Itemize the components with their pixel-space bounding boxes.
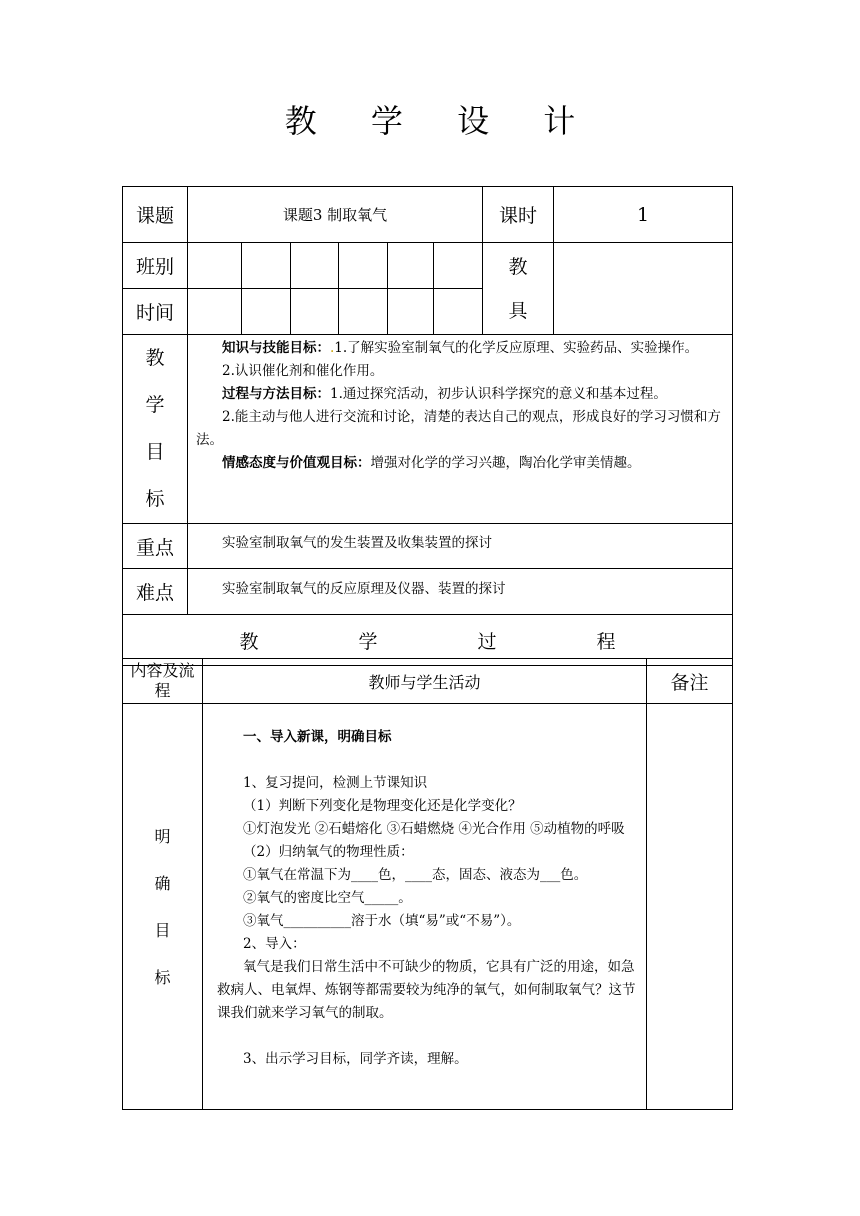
stage-label-char: 标 bbox=[154, 967, 171, 987]
time-cell bbox=[434, 289, 483, 335]
objectives-label bbox=[123, 335, 188, 524]
activity-line: 2、导入： bbox=[243, 936, 306, 952]
key-point-label: 重点 bbox=[123, 524, 188, 569]
tools-label bbox=[483, 243, 554, 335]
class-cell bbox=[339, 243, 388, 289]
activity-line: 3、出示学习目标，同学齐读，理解。 bbox=[243, 1051, 468, 1067]
activity-line: ③氧气__________溶于水（填“易”或“不易”）。 bbox=[243, 913, 521, 929]
objectives-label-char: 教 bbox=[145, 347, 165, 369]
activity-line: ①灯泡发光 ②石蜡熔化 ③石蜡燃烧 ④光合作用 ⑤动植物的呼吸 bbox=[243, 821, 625, 837]
activity-line: 氧气是我们日常生活中不可缺少的物质，它具有广泛的用途，如急救病人、电氧焊、炼钢等都需要较为纯净的氧气，如何制取氧气？这节课我们就来学习氧气的制取。 bbox=[217, 959, 636, 1021]
activity-line: （2）归纳氧气的物理性质： bbox=[243, 844, 414, 860]
col-activities: 教师与学生活动 bbox=[203, 659, 647, 704]
stage-label bbox=[123, 704, 203, 1110]
time-cell bbox=[388, 289, 434, 335]
difficulty-label: 难点 bbox=[123, 569, 188, 615]
hours-value: 1 bbox=[554, 187, 733, 243]
class-cell bbox=[242, 243, 291, 289]
class-cell bbox=[434, 243, 483, 289]
section-heading: 一、导入新课，明确目标 bbox=[243, 729, 392, 745]
key-point-text: 实验室制取氧气的发生装置及收集装置的探讨 bbox=[188, 524, 733, 569]
difficulty-text: 实验室制取氧气的反应原理及仪器、装置的探讨 bbox=[188, 569, 733, 615]
objectives-label-char: 学 bbox=[145, 394, 165, 416]
class-cell bbox=[188, 243, 242, 289]
dot-mark: . bbox=[330, 340, 335, 356]
activity-line: ①氧气在常温下为____色，____态，固态、液态为___色。 bbox=[243, 867, 588, 883]
activities-content bbox=[203, 704, 647, 1110]
class-cell bbox=[388, 243, 434, 289]
time-cell bbox=[291, 289, 339, 335]
time-cell bbox=[339, 289, 388, 335]
col-remarks: 备注 bbox=[647, 659, 733, 704]
activity-line: 1、复习提问，检测上节课知识 bbox=[243, 775, 428, 791]
activity-line: （1）判断下列变化是物理变化还是化学变化？ bbox=[243, 798, 522, 814]
topic-value: 课题3 制取氧气 bbox=[188, 187, 483, 243]
remarks-cell bbox=[647, 704, 733, 1110]
process-title-char: 学 bbox=[358, 630, 378, 653]
stage-label-char: 目 bbox=[154, 920, 171, 940]
activity-line: ②氧气的密度比空气_____。 bbox=[243, 890, 412, 906]
process-goal-2: 2.能主动与他人进行交流和讨论，清楚的表达自己的观点，形成良好的学习习惯和方法。 bbox=[196, 409, 721, 448]
process-table bbox=[122, 658, 733, 1110]
tools-value bbox=[554, 243, 733, 335]
time-cell bbox=[242, 289, 291, 335]
process-goal-label: 过程与方法目标： bbox=[222, 386, 330, 402]
lesson-info-table bbox=[122, 186, 733, 666]
hours-label: 课时 bbox=[483, 187, 554, 243]
tools-label-1: 教 bbox=[508, 255, 528, 278]
time-cell bbox=[188, 289, 242, 335]
objectives-content bbox=[188, 335, 733, 524]
emotion-goal-label: 情感态度与价值观目标： bbox=[222, 455, 371, 471]
emotion-goal-1: 增强对化学的学习兴趣，陶冶化学审美情趣。 bbox=[370, 455, 641, 471]
page-title: 教 学 设 计 bbox=[284, 102, 598, 140]
time-label: 时间 bbox=[123, 289, 188, 335]
topic-label: 课题 bbox=[123, 187, 188, 243]
knowledge-goal-1: 1.了解实验室制氧气的化学反应原理、实验药品、实验操作。 bbox=[334, 340, 699, 356]
objectives-label-char: 目 bbox=[145, 441, 165, 463]
knowledge-goal-label: 知识与技能目标： bbox=[222, 340, 330, 356]
col-content-flow: 内容及流程 bbox=[123, 659, 203, 704]
process-title-char: 教 bbox=[239, 630, 259, 653]
class-label: 班别 bbox=[123, 243, 188, 289]
stage-label-char: 明 bbox=[154, 826, 171, 846]
process-title-char: 程 bbox=[596, 630, 616, 653]
knowledge-goal-2: 2.认识催化剂和催化作用。 bbox=[222, 363, 384, 379]
process-goal-1: 1.通过探究活动，初步认识科学探究的意义和基本过程。 bbox=[330, 386, 667, 402]
process-title-char: 过 bbox=[477, 630, 497, 653]
objectives-label-char: 标 bbox=[145, 488, 165, 510]
stage-label-char: 确 bbox=[154, 873, 171, 893]
class-cell bbox=[291, 243, 339, 289]
tools-label-2: 具 bbox=[508, 299, 528, 322]
